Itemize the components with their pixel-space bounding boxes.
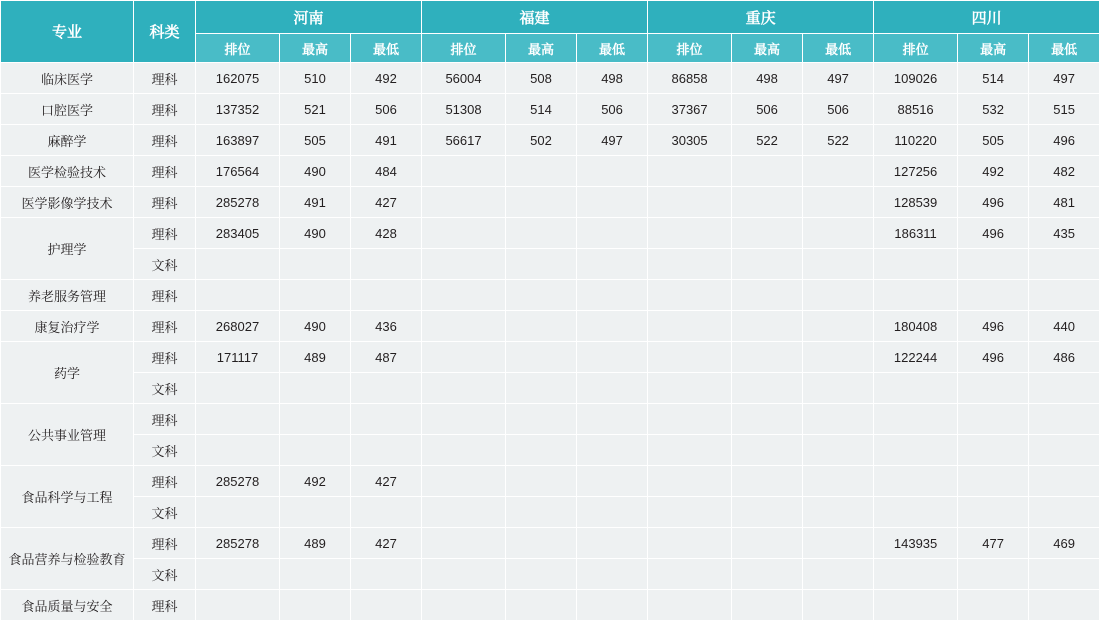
value-cell: 86858 [648,63,732,94]
value-cell [648,404,732,435]
value-cell: 481 [1029,187,1100,218]
value-cell [351,435,422,466]
value-cell: 508 [506,63,577,94]
value-cell [803,528,874,559]
category-cell: 理科 [134,342,196,373]
value-cell [648,435,732,466]
value-cell: 127256 [874,156,958,187]
value-cell [577,342,648,373]
table-row [1,187,1100,218]
value-cell: 496 [1029,125,1100,156]
value-cell [1029,249,1100,280]
table-row [1,497,1100,528]
value-cell: 506 [803,94,874,125]
value-cell [874,280,958,311]
value-cell: 514 [958,63,1029,94]
value-cell [874,435,958,466]
category-cell: 理科 [134,125,196,156]
major-cell: 公共事业管理 [1,404,134,466]
value-cell [1029,435,1100,466]
value-cell [506,187,577,218]
value-cell [506,218,577,249]
header-province-0: 河南 [196,1,422,34]
value-cell [958,466,1029,497]
value-cell [803,435,874,466]
value-cell: 522 [803,125,874,156]
value-cell: 30305 [648,125,732,156]
value-cell: 283405 [196,218,280,249]
value-cell [506,559,577,590]
value-cell [280,404,351,435]
value-cell [648,249,732,280]
major-cell: 口腔医学 [1,94,134,125]
header-major: 专业 [1,1,134,63]
value-cell: 497 [1029,63,1100,94]
category-cell: 文科 [134,497,196,528]
value-cell [732,497,803,528]
value-cell [803,559,874,590]
value-cell: 532 [958,94,1029,125]
value-cell [1029,590,1100,621]
value-cell: 498 [577,63,648,94]
value-cell [874,497,958,528]
major-cell: 医学影像学技术 [1,187,134,218]
value-cell [803,280,874,311]
value-cell: 162075 [196,63,280,94]
value-cell [280,249,351,280]
value-cell [506,435,577,466]
value-cell: 128539 [874,187,958,218]
value-cell [196,404,280,435]
value-cell: 502 [506,125,577,156]
header-province-3: 四川 [874,1,1100,34]
major-cell: 医学检验技术 [1,156,134,187]
value-cell: 497 [803,63,874,94]
value-cell [506,466,577,497]
value-cell [803,311,874,342]
value-cell [732,311,803,342]
value-cell: 143935 [874,528,958,559]
value-cell: 492 [280,466,351,497]
value-cell: 496 [958,342,1029,373]
value-cell [648,218,732,249]
value-cell: 491 [280,187,351,218]
value-cell: 477 [958,528,1029,559]
value-cell: 498 [732,63,803,94]
value-cell: 484 [351,156,422,187]
category-cell: 理科 [134,94,196,125]
value-cell [803,373,874,404]
value-cell [1029,559,1100,590]
header-metric-low-1: 最低 [577,34,648,63]
category-cell: 理科 [134,466,196,497]
value-cell [422,559,506,590]
value-cell [196,497,280,528]
value-cell: 482 [1029,156,1100,187]
value-cell [196,435,280,466]
value-cell: 268027 [196,311,280,342]
value-cell [196,249,280,280]
value-cell: 436 [351,311,422,342]
major-cell: 食品营养与检验教育 [1,528,134,590]
value-cell [803,249,874,280]
value-cell [648,311,732,342]
value-cell: 489 [280,342,351,373]
value-cell [422,187,506,218]
value-cell: 505 [958,125,1029,156]
value-cell: 427 [351,528,422,559]
value-cell [577,249,648,280]
table-row [1,249,1100,280]
value-cell: 491 [351,125,422,156]
value-cell: 110220 [874,125,958,156]
value-cell: 176564 [196,156,280,187]
table-row [1,218,1100,249]
table-row [1,559,1100,590]
value-cell [577,559,648,590]
value-cell [577,466,648,497]
value-cell: 163897 [196,125,280,156]
header-category: 科类 [134,1,196,63]
table-body [1,63,1100,621]
table-header [1,1,1100,63]
value-cell [1029,404,1100,435]
value-cell: 427 [351,187,422,218]
value-cell [577,590,648,621]
value-cell: 171117 [196,342,280,373]
value-cell [422,435,506,466]
header-province-2: 重庆 [648,1,874,34]
value-cell [351,373,422,404]
category-cell: 理科 [134,218,196,249]
value-cell [506,404,577,435]
value-cell [280,280,351,311]
value-cell [506,373,577,404]
value-cell: 515 [1029,94,1100,125]
value-cell: 180408 [874,311,958,342]
value-cell [648,559,732,590]
category-cell: 理科 [134,280,196,311]
value-cell [958,280,1029,311]
value-cell [732,187,803,218]
category-cell: 文科 [134,249,196,280]
table-row [1,280,1100,311]
header-metric-low-2: 最低 [803,34,874,63]
value-cell: 428 [351,218,422,249]
category-cell: 文科 [134,559,196,590]
header-metric-low-0: 最低 [351,34,422,63]
value-cell: 506 [577,94,648,125]
table-row [1,311,1100,342]
value-cell [648,373,732,404]
table-row [1,528,1100,559]
value-cell: 490 [280,218,351,249]
header-metric-rank-3: 排位 [874,34,958,63]
value-cell [1029,497,1100,528]
value-cell [803,218,874,249]
value-cell [280,559,351,590]
value-cell: 496 [958,218,1029,249]
value-cell [506,342,577,373]
value-cell [732,404,803,435]
value-cell [196,373,280,404]
table-row [1,590,1100,621]
value-cell: 486 [1029,342,1100,373]
value-cell [196,559,280,590]
value-cell [577,280,648,311]
value-cell [280,373,351,404]
header-metric-rank-0: 排位 [196,34,280,63]
value-cell [577,311,648,342]
major-cell: 护理学 [1,218,134,280]
value-cell [422,280,506,311]
header-row-provinces [1,1,1100,34]
value-cell: 506 [351,94,422,125]
header-metric-rank-2: 排位 [648,34,732,63]
category-cell: 理科 [134,528,196,559]
value-cell [422,497,506,528]
value-cell [196,590,280,621]
table-row [1,94,1100,125]
value-cell [732,373,803,404]
value-cell: 56617 [422,125,506,156]
value-cell [732,218,803,249]
value-cell [732,280,803,311]
value-cell [506,497,577,528]
value-cell [1029,373,1100,404]
value-cell [506,528,577,559]
value-cell: 122244 [874,342,958,373]
major-cell: 药学 [1,342,134,404]
value-cell: 490 [280,156,351,187]
value-cell [577,404,648,435]
value-cell [422,156,506,187]
table-row [1,63,1100,94]
value-cell [874,249,958,280]
value-cell [351,249,422,280]
value-cell [648,497,732,528]
value-cell [803,497,874,528]
value-cell: 88516 [874,94,958,125]
value-cell: 506 [732,94,803,125]
value-cell [422,590,506,621]
category-cell: 理科 [134,590,196,621]
value-cell [1029,466,1100,497]
value-cell [803,342,874,373]
table-row [1,373,1100,404]
value-cell [577,497,648,528]
value-cell: 521 [280,94,351,125]
value-cell: 522 [732,125,803,156]
value-cell [280,590,351,621]
major-cell: 养老服务管理 [1,280,134,311]
value-cell [874,404,958,435]
value-cell [803,187,874,218]
value-cell: 492 [351,63,422,94]
value-cell: 497 [577,125,648,156]
value-cell [958,435,1029,466]
value-cell [958,404,1029,435]
value-cell [577,435,648,466]
value-cell [732,342,803,373]
value-cell [732,249,803,280]
value-cell: 514 [506,94,577,125]
table-row [1,435,1100,466]
value-cell: 496 [958,311,1029,342]
category-cell: 文科 [134,373,196,404]
category-cell: 理科 [134,187,196,218]
value-cell [280,435,351,466]
category-cell: 理科 [134,404,196,435]
value-cell [958,373,1029,404]
header-metric-low-3: 最低 [1029,34,1100,63]
value-cell [506,311,577,342]
value-cell [648,187,732,218]
value-cell [874,373,958,404]
value-cell [577,373,648,404]
table-row [1,466,1100,497]
value-cell [351,590,422,621]
value-cell: 186311 [874,218,958,249]
value-cell [803,466,874,497]
value-cell: 489 [280,528,351,559]
value-cell [958,249,1029,280]
header-metric-high-3: 最高 [958,34,1029,63]
value-cell [648,528,732,559]
value-cell [732,528,803,559]
value-cell [351,497,422,528]
major-cell: 食品质量与安全 [1,590,134,621]
value-cell [803,156,874,187]
table-row [1,404,1100,435]
value-cell [422,528,506,559]
category-cell: 文科 [134,435,196,466]
category-cell: 理科 [134,311,196,342]
value-cell [506,280,577,311]
value-cell [577,187,648,218]
value-cell [648,342,732,373]
category-cell: 理科 [134,63,196,94]
category-cell: 理科 [134,156,196,187]
value-cell [648,156,732,187]
value-cell [351,559,422,590]
table-row [1,342,1100,373]
value-cell: 285278 [196,466,280,497]
value-cell [732,435,803,466]
major-cell: 食品科学与工程 [1,466,134,528]
header-metric-high-2: 最高 [732,34,803,63]
value-cell [732,590,803,621]
value-cell [874,590,958,621]
value-cell: 492 [958,156,1029,187]
header-metric-rank-1: 排位 [422,34,506,63]
value-cell: 137352 [196,94,280,125]
header-metric-high-0: 最高 [280,34,351,63]
value-cell [577,156,648,187]
value-cell: 51308 [422,94,506,125]
value-cell [422,249,506,280]
value-cell: 109026 [874,63,958,94]
value-cell [732,466,803,497]
value-cell [422,311,506,342]
major-cell: 麻醉学 [1,125,134,156]
value-cell [958,497,1029,528]
value-cell [506,249,577,280]
value-cell [351,404,422,435]
value-cell [958,590,1029,621]
value-cell: 496 [958,187,1029,218]
value-cell [732,559,803,590]
major-cell: 康复治疗学 [1,311,134,342]
value-cell [648,466,732,497]
value-cell: 285278 [196,187,280,218]
value-cell [648,280,732,311]
value-cell [803,590,874,621]
value-cell: 490 [280,311,351,342]
value-cell [506,156,577,187]
value-cell [351,280,422,311]
value-cell: 285278 [196,528,280,559]
value-cell [506,590,577,621]
value-cell: 435 [1029,218,1100,249]
value-cell [803,404,874,435]
table-row [1,125,1100,156]
value-cell: 440 [1029,311,1100,342]
value-cell: 56004 [422,63,506,94]
value-cell [1029,280,1100,311]
value-cell [422,342,506,373]
value-cell [874,559,958,590]
value-cell: 487 [351,342,422,373]
major-cell: 临床医学 [1,63,134,94]
header-province-1: 福建 [422,1,648,34]
value-cell [577,528,648,559]
value-cell: 510 [280,63,351,94]
value-cell: 469 [1029,528,1100,559]
value-cell [422,404,506,435]
value-cell [648,590,732,621]
header-metric-high-1: 最高 [506,34,577,63]
value-cell [422,466,506,497]
value-cell [577,218,648,249]
table-row [1,156,1100,187]
value-cell [196,280,280,311]
value-cell [422,373,506,404]
value-cell [422,218,506,249]
value-cell: 427 [351,466,422,497]
value-cell [280,497,351,528]
value-cell: 37367 [648,94,732,125]
value-cell [874,466,958,497]
value-cell: 505 [280,125,351,156]
value-cell [958,559,1029,590]
value-cell [732,156,803,187]
